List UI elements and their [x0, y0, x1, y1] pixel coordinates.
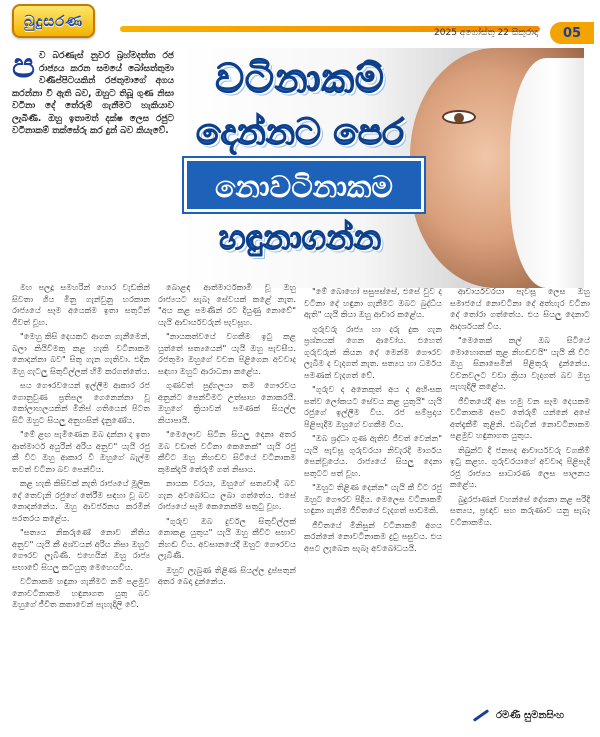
paragraph: "ගුරුව ද අනෙකුත් අය ද අහිංසක සත්ව ලෝකයට සේවය කළ යුතුයි" යැයි රජුගේ ඉල්ලීම විය. රජ සම්ප්‍රදාය පිළිපැදීම ඔහුගේ වගකීම විය.: [304, 384, 442, 429]
paragraph: "මේ බොහෝ පසුපස්සේ, එසේ වුව ද වටිනා දේ හඳුනා ගැනීමට ඔබට බුද්ධිය ඇති" යැයි කියා ඔහු ආචාර කළේය.: [304, 286, 442, 319]
eye-icon: [442, 110, 476, 124]
paragraph: ඔහුට ලැබුණ තිළිණ සියල්ල දුප්පතුන් අතර බෙදා දුන්නේය.: [158, 564, 296, 586]
paragraph: "මෙහු කිසි දෙයකට ආගන ගැනීමෙන්, බලා කියිවීමකු කළ හැකි වටිනාකම නොදන්නා බව" සිතූ ගැන ගැතිවා. එදින ඔහු ගැටලු සිතුවිල්ලක් හිමි කරගත්තේය.: [12, 331, 150, 376]
author-byline: [470, 706, 564, 724]
intro-paragraph: [12, 50, 174, 280]
paragraph: "ඔහුට තිළිණ දෙන්න" යැයි කී විට රජු ඔහුට ගෞරව පිදීය. මෙලෙස වටිනාකම් හඳුනා ගැනීම ජීවිතයේ වැදගත් පාඩමකි.: [304, 482, 442, 515]
intro-text: ව බරණැස් නුවර බ්‍රහ්මදත්ත රජ රාජ්‍යය කරන සමයේ බෝසත්තුමා වණිප්පිටයකින් රජතුමාගේ අගය කරන්නා වී ඇති බව, ඔහුට තිබූ ගුණ නිසා වටිනා දේ තේරුම් ගැනීමට හැකියාව ලැබිණි. ඔහු ඉතාමත් දක්ෂ ලෙස රජුට වටිනාකම් තක්සේරු කර දුන් බව කියැවේ.: [12, 51, 174, 136]
paragraph: "මේ ළඟ පැමිණෙන ඔබ දන්නා ද ඉතා ආත්මාර්ථ අයුරින් අරිය අනුව" යැයි රජු කී විට ඔහු ආකාර වී ඔහුගේ බැල්ම තවත් වටිනා බව පෙන්වීය.: [12, 429, 150, 474]
paragraph: බොළඳ ආත්මාර්ථකාමී වූ ඔහු රාජ්‍යයට සැබෑ සේවයක් කළේ නැත. "අය කළ පමණින් රට දියුණු නොවේ" යැයි ආචාර්යවරුන් පැවසූහ.: [158, 282, 296, 327]
author-name: රමණී සුමනසිංහ: [496, 709, 565, 721]
paragraph: ආචාර්යවරයා පැවසූ ලෙස ඔහු සමාජයේ නොවටිනා දේ අත්හැර වටිනා දේ තෝරා ගත්තේය. එය සියලු දෙනාට ආදර්ශයක් විය.: [450, 286, 590, 331]
headline-line-3: නොවටිනාකම: [184, 158, 424, 212]
headline-line-4: හඳුනාගන්න: [218, 218, 382, 258]
paragraph: මහ පලදූ සමහරින් හොර වැඩකින් සිවතා ගිය මිනු ගැන්වුනු හරකාන රාජ්‍යයේ සෑම අයෙක්ම ඉතා සතුටින් ජීවත් වූහ.: [12, 282, 150, 327]
paragraph: නායක වරයා, ඔහුගේ සත්‍යවාදී බව ගැන අවබෝධය ලබා ගත්තේය. එසේ රාජ්‍යයේ සෑම කෙනෙක්ම සතුටු වූහ.: [158, 478, 296, 511]
paragraph: "ගුරුව ඔබ දුර්වල සිතුවිල්ලක් නොකළ යුතුය" යැයි ඔහු කීවිට සභාව නිහඬ විය. අවසානයේදී ඔහුට ගෞරවය ලැබිණි.: [158, 515, 296, 560]
paragraph: ගුණවත් පුද්ගලයා තම ගෞරවය අනුන්ට පෙන්වීමට උත්සාහ නොකරයි. ඔහුගේ ක්‍රියාවන් පමණක් සියල්ල කියාපායි.: [158, 380, 296, 425]
page-number: 05: [550, 22, 594, 44]
headline-line-1: වටිනාකම්: [215, 56, 385, 102]
logo-text: බුදුසරණ: [24, 12, 84, 30]
article-column-2: [158, 282, 296, 730]
paragraph: ගුරුවරු රාජ්‍ය හා දරු දුක ගැන ප්‍රශ්නයක් ගෙන ආවෝය. එහෙත් ගුරුවරුන් කියන දේ මෙන්ම ගෞරව ලැබීම ද වැදගත් නැත. සත්‍යය හා ධර්මය පමණක් වැදගත් වේ.: [304, 323, 442, 380]
paragraph: ජීවිතයේදී අප හමු වන සෑම දෙයකම වටිනාකම අපට තේරුම් යන්නේ අපේ අත්දැකීම් තුළිනි. එබැවින් නොවටිනාකම පළමුව හඳුනාගත යුතුය.: [450, 395, 590, 440]
publication-logo: [12, 4, 95, 38]
paragraph: "ඔබ ශ්‍රද්ධා ගුණ ඇතිව ජීවත් වෙන්න" යැයි පැවසූ ගුරුවරයා නිවැරදි මාර්ගය පෙන්වූයේය. රාජ්‍යයේ සියලු දෙනා සතුටට පත් වූහ.: [304, 433, 442, 478]
mask-illustration: [510, 58, 584, 288]
paragraph: බුදුරජාණන් වහන්සේ දේශනා කළ පරිදි සත්‍යය, ප්‍රඥාව සහ කරුණාව යනු සැබෑ වටිනාකම්ය.: [450, 493, 590, 527]
article-column-4: [450, 286, 590, 704]
pen-icon: [470, 706, 492, 724]
article-column-3: [304, 286, 442, 730]
paragraph: ජීවිතයේ මිනිසුන් වටිනාකම් අගය කරන්නේ නොවටිනාකම දුටු පසුවය. එය අපට ලැබෙන සැබෑ අවබෝධයයි.: [304, 519, 442, 553]
drop-cap: ප: [12, 50, 36, 86]
paragraph: වටිනාකම හඳුනා ගැනීමට නම් පළමුව නොවටිනාකම හඳුනාගත යුතු බව ඔහුගේ ජීවිත කතාවෙන් පැහැදිලි වේ.: [12, 576, 150, 609]
paragraph: "සත්‍යය නිකරුණේ නොව නීතිය අනුව" යැයි කී අශ්වයන් අරිය නිසා ඔහුට ගෞරව ලැබිණි. එහෙයින් ඔහු රාජ්‍ය සභාවේ සියලු කටයුතු මෙහෙයවීය.: [12, 527, 150, 572]
article-column-1: [12, 282, 150, 730]
headline-line-2: දෙන්නට පෙර: [195, 112, 404, 153]
paragraph: "නායකත්වයේ වගකීම ඉටු කළ යුත්තේ සත්‍යයෙන්" යැයි ඔහු පැවසීය. රජතුමා ඔහුගේ වචන පිළිගෙන අවවාද සඳහා ඔහුට ආරාධනා කළේය.: [158, 331, 296, 376]
paragraph: කළ හැකි කිසිවක් නැති රාජ්‍යයේ මූලික දේ තෙවැනි රජුගේ තේරීම සඳහා වූ බව නොදන්නේය. ඔහු ආවර්ජනය කරමින් පරතරය කළේය.: [12, 478, 150, 523]
issue-date: 2025 අගෝස්තු 22 සිකුරාදා: [434, 28, 538, 38]
paragraph: "මෙතෙක් කල් ඔබ සිටියේ මොහොතක් තුළ නිහඬවයි" යැයි කී විට ඔහු සිනාසෙමින් පිළිතුරු දුන්නේය. වචනවලට වඩා ක්‍රියා වැදගත් බව ඔහු පැහැදිලි කළේය.: [450, 335, 590, 391]
paragraph: තිඛුන්ට දී ජනපද ආචාර්යවරු වගකීම් ඉටු කළහ. ගුරුවරයාගේ අවවාද පිළිපැදි රජු රාජ්‍යය සාධාරණ ලෙස පාලනය කළේය.: [450, 444, 590, 489]
paragraph: සය ගෞරවයෙන් ඉල්ලීම ආකාර රජ ගොනුවුණ ප්‍රතිපල ගෙනෙන්නා වූ කෝලාහලයකින් මිනිස් ගතියෙන් පිටත සිටි ඔහුට සියලු අනුහසින් දැනුණේය.: [12, 380, 150, 425]
paragraph: "මෙලොව සිටින සියලු දෙනා අතර ඔබ වඩාත් වටිනා කෙනෙක්" යැයි රජු කීවිට ඔහු නිහඬව සිටියේ වටිනාකම කුමක්දැයි තේරුම් ගත් නිසාය.: [158, 429, 296, 474]
page-header: [0, 0, 600, 44]
